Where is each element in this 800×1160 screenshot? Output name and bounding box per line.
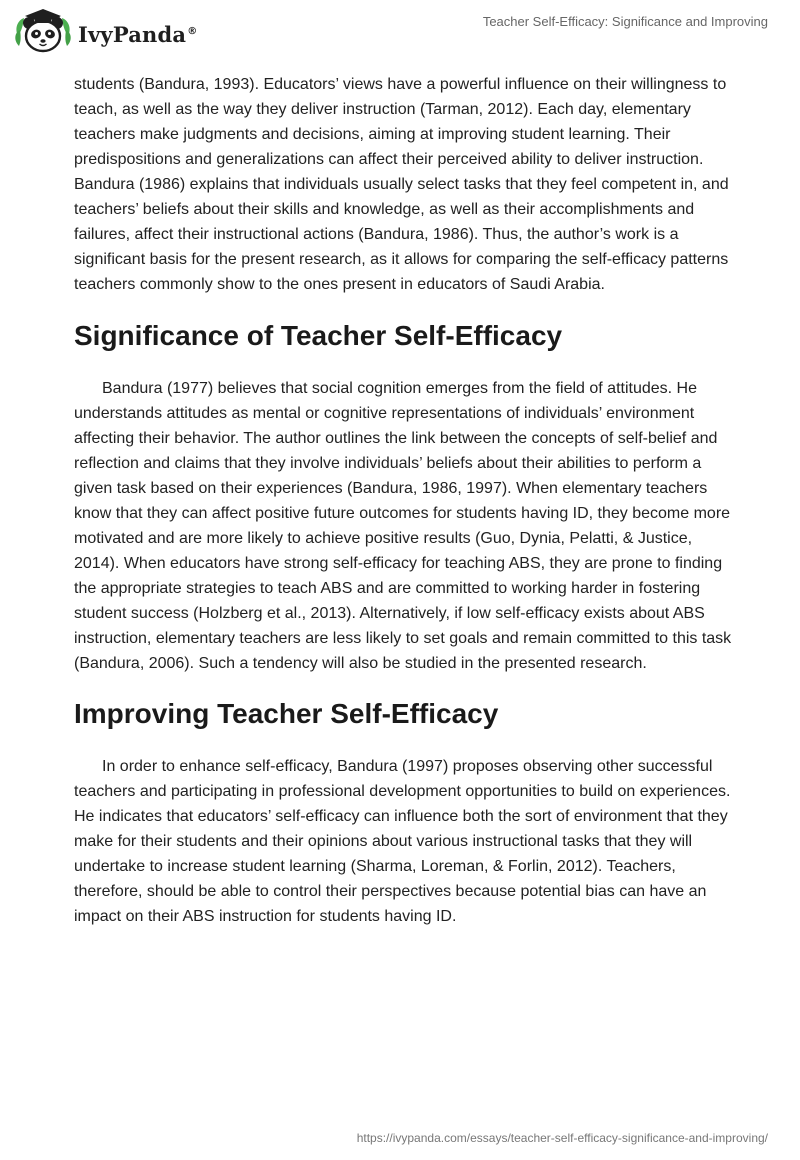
registered-mark: ®	[187, 25, 198, 37]
section-heading-improving: Improving Teacher Self-Efficacy	[74, 698, 499, 729]
document-title: Teacher Self-Efficacy: Significance and Improving	[482, 14, 768, 29]
brand-name: IvyPanda®	[78, 21, 198, 47]
essay-content	[74, 72, 734, 929]
source-url[interactable]: https://ivypanda.com/essays/teacher-self-efficacy-significance-and-improving/	[356, 1131, 768, 1145]
ivypanda-logo[interactable]	[14, 6, 197, 58]
page-header	[0, 0, 800, 64]
section-heading-significance: Significance of Teacher Self-Efficacy	[74, 320, 563, 351]
panda-graduate-logo-icon	[14, 6, 72, 58]
section-paragraph-improving: In order to enhance self-efficacy, Bandura (1997) proposes observing other successful teachers and participating in professional development opportunities to build on experiences. He indicates that educators’ self-efficacy can influence both the sort of environment that they make for their students and their opinions about various instructional tasks that they will undertake to increase student learning (Sharma, Loreman, & Forlin, 2012). Teachers, therefore, should be able to control their perspectives because potential bias can have an impact on their ABS instruction for students having ID.	[74, 758, 731, 925]
section-paragraph-significance: Bandura (1977) believes that social cognition emerges from the field of attitudes. He understands attitudes as mental or cognitive representations of individuals’ environment affecting their behavior. The author outlines the link between the concepts of self-belief and reflection and claims that they involve individuals’ beliefs about their abilities to perform a given task based on their experiences (Bandura, 1986, 1997). When elementary teachers know that they can affect positive future outcomes for students having ID, they become more motivated and are more likely to achieve positive results (Guo, Dynia, Pelatti, & Justice, 2014). When educators have strong self-efficacy for teaching ABS, they are prone to finding the appropriate strategies to teach ABS and are committed to working harder in fostering student success (Holzberg et al., 2013). Alternatively, if low self-efficacy exists about ABS instruction, elementary teachers are less likely to set goals and remain committed to this task (Bandura, 2006). Such a tendency will also be studied in the presented research.	[74, 380, 732, 672]
intro-paragraph: students (Bandura, 1993). Educators’ views have a powerful influence on their willingness to teach, as well as the way they deliver instruction (Tarman, 2012). Each day, elementary teachers make judgments and decisions, aiming at improving student learning. Their predispositions and generalizations can affect their perceived ability to deliver instruction. Bandura (1986) explains that individuals usually select tasks that they feel competent in, and teachers’ beliefs about their skills and knowledge, as well as their accomplishments and failures, affect their instructional actions (Bandura, 1986). Thus, the author’s work is a significant basis for the present research, as it allows for comparing the self-efficacy patterns teachers commonly show to the ones present in educators of Saudi Arabia.	[74, 76, 729, 293]
